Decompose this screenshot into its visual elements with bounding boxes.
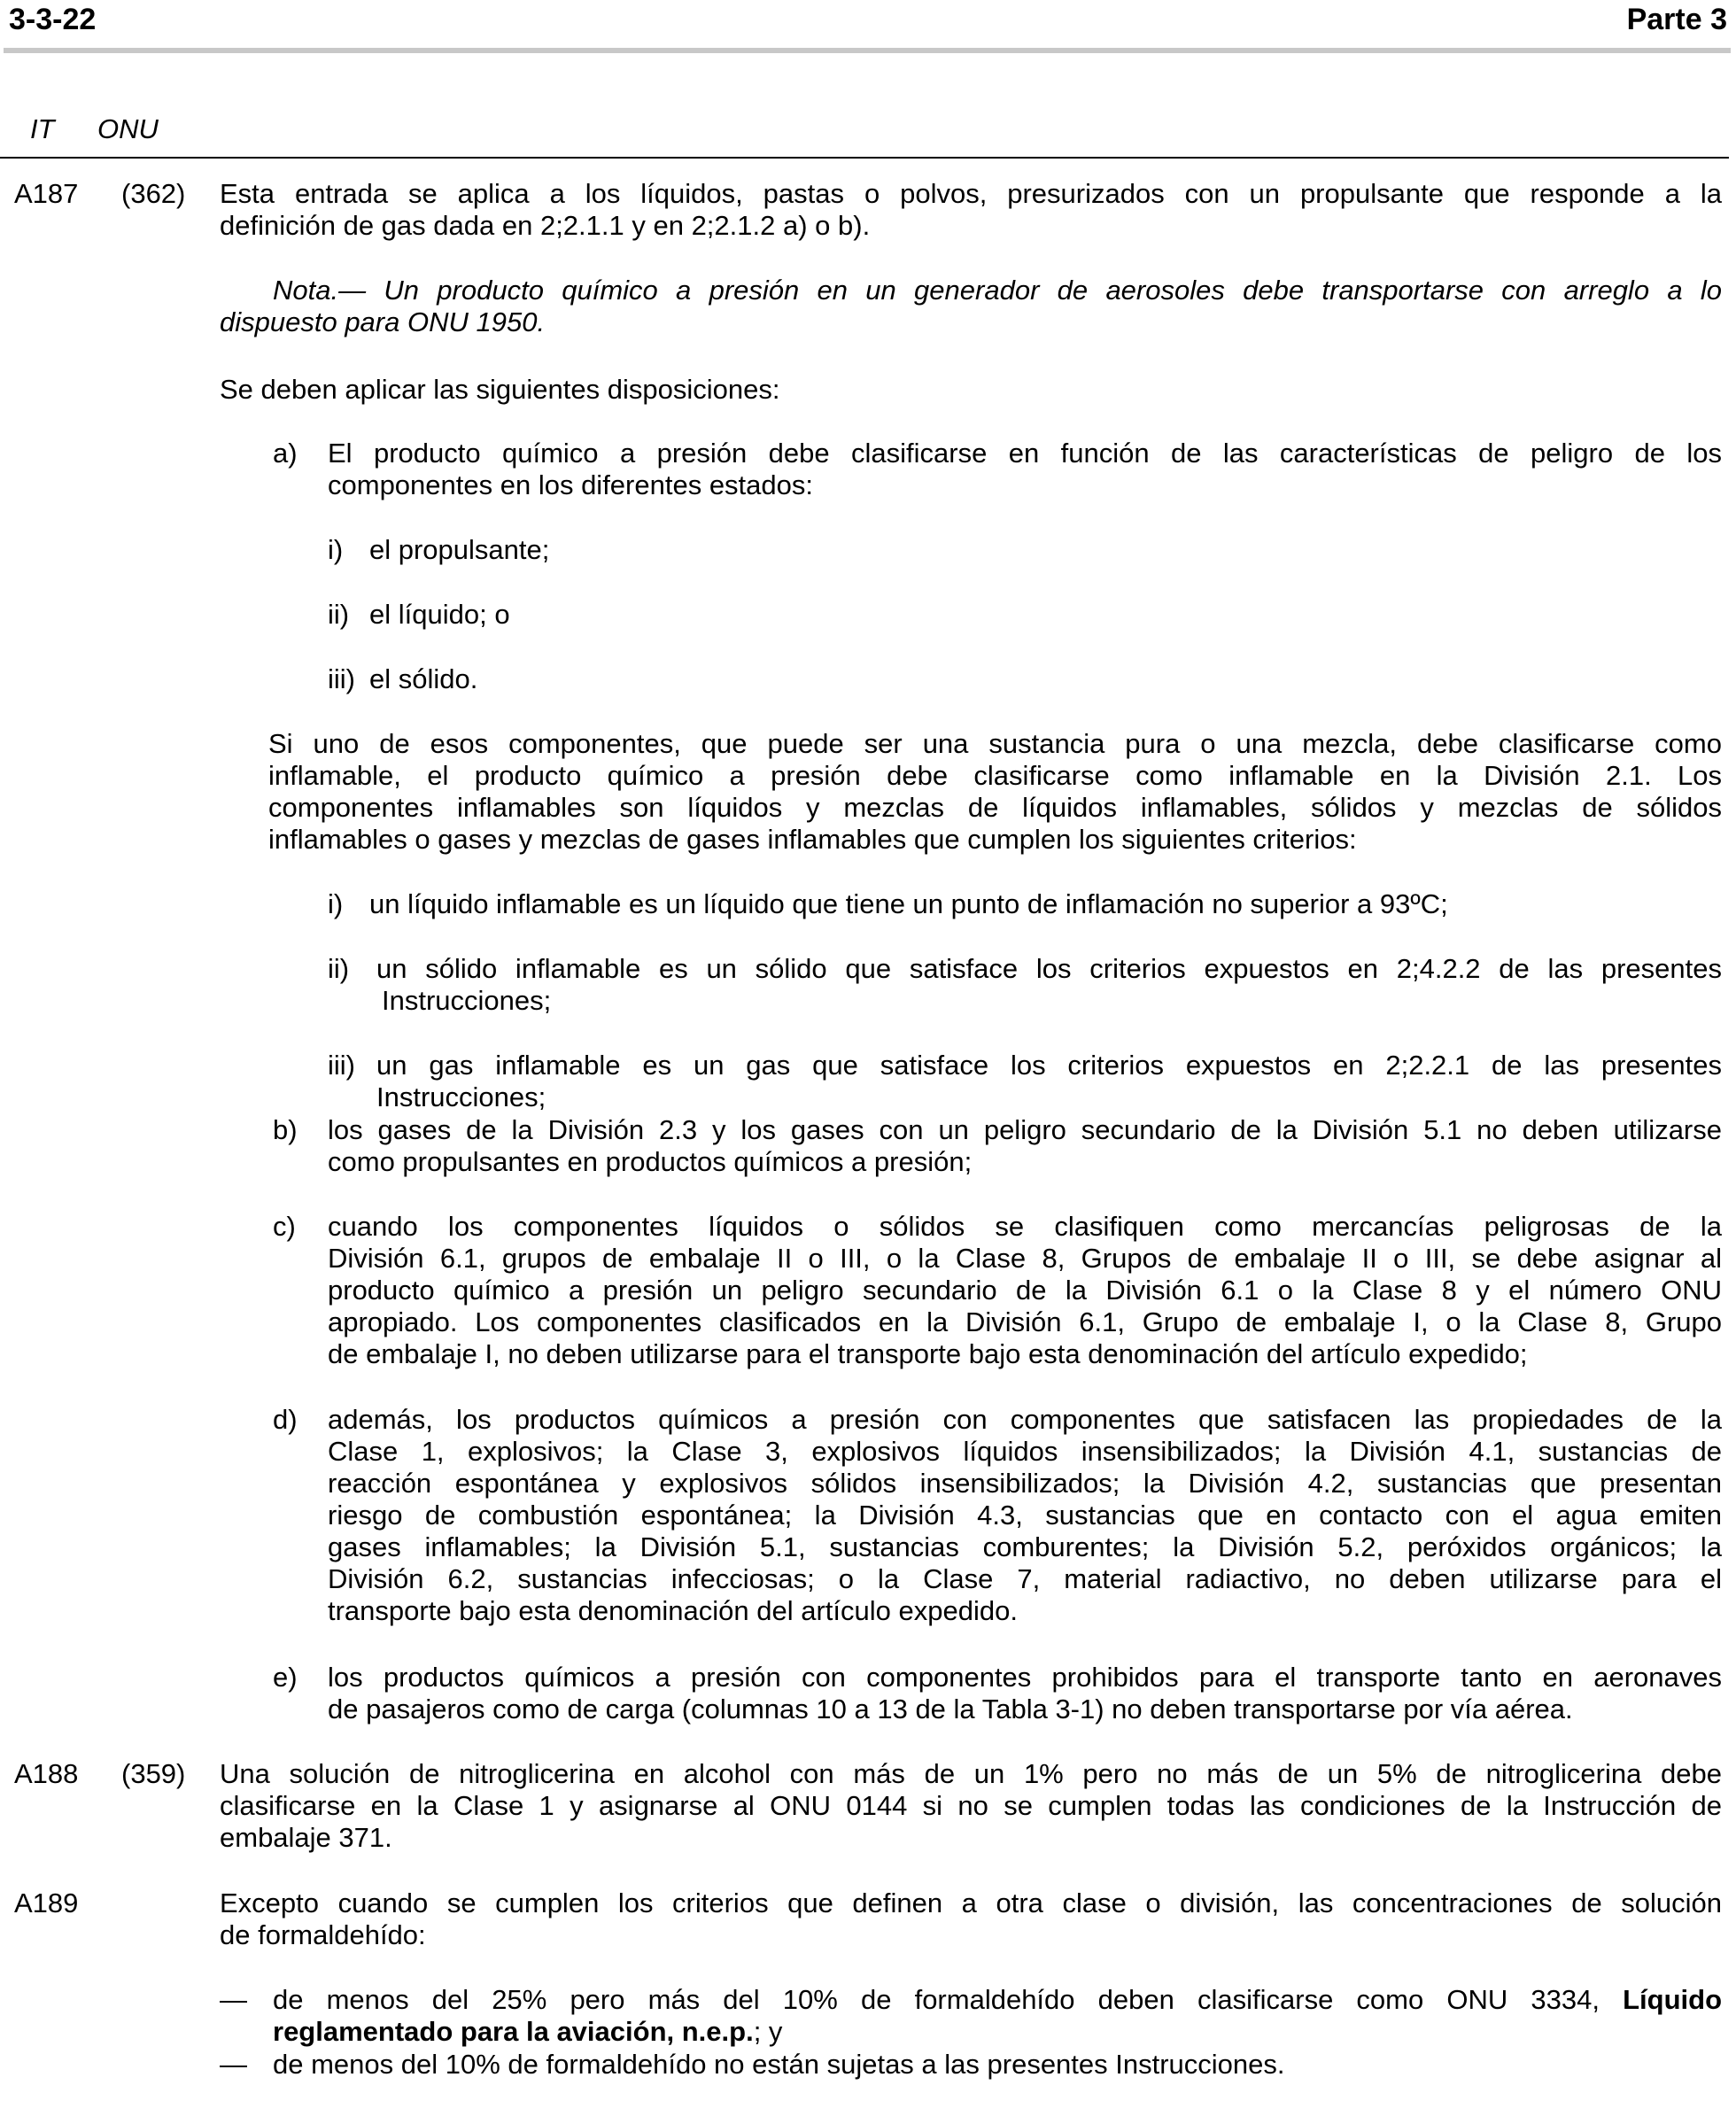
un-reference: (362) (121, 178, 186, 209)
flammability-paragraph (268, 728, 1722, 856)
un-reference: (359) (121, 1758, 186, 1789)
a189-line-1: Excepto cuando se cumplen los criterios que definen a otra clase o división, las concentraciones de solución (220, 1887, 1722, 1918)
state-iii-label: iii) (328, 663, 355, 694)
criterion-iii-text (376, 1050, 1722, 1113)
item-c-line-4: apropiado. Los componentes clasificados en la División 6.1, Grupo de embalaje I, o la Clase 8, Grupo (328, 1306, 1722, 1337)
item-b-label: b) (273, 1114, 298, 1145)
item-a-line-2: componentes en los diferentes estados: (328, 469, 814, 500)
a187-intro-line-1: Esta entrada se aplica a los líquidos, pastas o polvos, presurizados con un propulsante que responde a la (220, 178, 1722, 209)
provision-code: A188 (14, 1758, 79, 1789)
provision-code: A189 (14, 1887, 79, 1918)
a189-item-2: de menos del 10% de formaldehído no están sujetas a las presentes Instrucciones. (273, 2049, 1285, 2080)
a189-item-1-line-1 (273, 1984, 1722, 2016)
item-c-line-3: producto químico a presión un peligro secundario de la División 6.1 o la Clase 8 y el número ONU (328, 1275, 1722, 1306)
criterion-ii-text (376, 953, 1722, 1017)
criterion-ii-line-2: Instrucciones; (382, 985, 552, 1016)
part-title: Parte 3 (1626, 3, 1727, 36)
a189-item-1 (273, 1984, 1722, 2048)
flam-line-3: componentes inflamables son líquidos y mezclas de líquidos inflamables, sólidos y mezclas de sólidos (268, 792, 1722, 823)
item-a-line-1: El producto químico a presión debe clasificarse en función de las características de peligro de los (328, 438, 1722, 469)
provision-code: A187 (14, 178, 79, 209)
criterion-iii-line-1: un gas inflamable es un gas que satisface los criterios expuestos en 2;2.2.1 de las presentes (376, 1050, 1722, 1081)
a189-item-1-bold: Líquido (1623, 1984, 1722, 2015)
criterion-ii-label: ii) (328, 953, 350, 984)
criterion-ii-line-1: un sólido inflamable es un sólido que satisface los criterios expuestos en 2;4.2.2 de las presentes (376, 953, 1722, 984)
a187-note-line-2: dispuesto para ONU 1950. (220, 306, 546, 337)
a189-line-2: de formaldehído: (220, 1919, 426, 1950)
dash-bullet: — (220, 2049, 247, 2080)
item-c-label: c) (273, 1211, 296, 1242)
a187-intro-line-2: definición de gas dada en 2;2.1.1 y en 2;2.1.2 a) o b). (220, 210, 871, 241)
item-c-line-2: División 6.1, grupos de embalaje II o III, o la Clase 8, Grupos de embalaje II o III, se debe asignar al (328, 1243, 1722, 1274)
a189-item-1-bold-cont: reglamentado para la aviación, n.e.p. (273, 2016, 754, 2047)
flam-line-2: inflamable, el producto químico a presión debe clasificarse como inflamable en la División 2.1. Los (268, 760, 1722, 791)
note-text: — Un producto químico a presión en un generador de aerosoles debe transportarse con arreglo a lo (338, 275, 1722, 306)
note-label: Nota. (273, 275, 339, 306)
flam-line-1: Si uno de esos componentes, que puede ser una sustancia pura o una mezcla, debe clasificarse como (268, 728, 1722, 759)
item-c-line-1: cuando los componentes líquidos o sólidos se clasifiquen como mercancías peligrosas de la (328, 1211, 1722, 1242)
item-e-line-2: de pasajeros como de carga (columnas 10 a 13 de la Tabla 3-1) no deben transportarse por vía aérea. (328, 1694, 1573, 1725)
state-iii-text: el sólido. (369, 663, 478, 694)
item-c-line-5: de embalaje I, no deben utilizarse para el transporte bajo esta denominación del artículo expedido; (328, 1338, 1528, 1369)
a188-line-2: clasificarse en la Clase 1 y asignarse al ONU 0144 si no se cumplen todas las condiciones de la Instrucción de (220, 1790, 1722, 1821)
item-a-label: a) (273, 438, 298, 469)
item-d-line-2: Clase 1, explosivos; la Clase 3, explosivos líquidos insensibilizados; la División 4.1, sustancias de (328, 1436, 1722, 1467)
item-d-line-6: División 6.2, sustancias infecciosas; o la Clase 7, material radiactivo, no deben utilizarse para el (328, 1563, 1722, 1594)
item-d-line-1: además, los productos químicos a presión con componentes que satisfacen las propiedades de la (328, 1404, 1722, 1435)
a188-line-3: embalaje 371. (220, 1822, 392, 1853)
state-ii-text: el líquido; o (369, 599, 510, 630)
a187-note-line-1 (220, 275, 1722, 306)
a189-item-1-text: de menos del 25% pero más del 10% de formaldehído deben clasificarse como ONU 3334, (273, 1984, 1600, 2015)
a189-text (220, 1887, 1722, 1951)
column-header-rule (0, 157, 1729, 159)
item-d-line-3: reacción espontánea y explosivos sólidos insensibilizados; la División 4.2, sustancias que presentan (328, 1468, 1722, 1499)
a187-note (220, 275, 1722, 338)
item-d-line-4: riesgo de combustión espontánea; la División 4.3, sustancias que en contacto con el agua emiten (328, 1500, 1722, 1531)
page-number: 3-3-22 (9, 3, 97, 36)
item-c-text (328, 1211, 1722, 1370)
flam-line-4: inflamables o gases y mezclas de gases inflamables que cumplen los siguientes criterios: (268, 824, 1357, 855)
state-ii-label: ii) (328, 599, 350, 630)
criterion-i-text: un líquido inflamable es un líquido que tiene un punto de inflamación no superior a 93ºC; (369, 888, 1448, 919)
item-a-text (328, 438, 1722, 501)
item-d-text (328, 1404, 1722, 1627)
a189-item-1-line-2 (273, 2016, 1722, 2048)
state-i-text: el propulsante; (369, 534, 550, 565)
a188-line-1: Una solución de nitroglicerina en alcohol con más de un 1% pero no más de un 5% de nitroglicerina debe (220, 1758, 1722, 1789)
state-i-label: i) (328, 534, 344, 565)
a188-text (220, 1758, 1722, 1854)
item-e-label: e) (273, 1662, 298, 1693)
column-header-it: IT (30, 113, 55, 144)
item-d-line-5: gases inflamables; la División 5.1, sustancias comburentes; la División 5.2, peróxidos orgánicos; la (328, 1531, 1722, 1562)
criterion-iii-line-2: Instrucciones; (376, 1081, 546, 1112)
item-d-label: d) (273, 1404, 298, 1435)
a187-intro (220, 178, 1722, 242)
header-rule (4, 48, 1731, 53)
column-header-onu: ONU (97, 113, 159, 144)
item-b-line-1: los gases de la División 2.3 y los gases con un peligro secundario de la División 5.1 no deben utilizarse (328, 1114, 1722, 1145)
a187-apply: Se deben aplicar las siguientes disposiciones: (220, 374, 780, 405)
item-e-line-1: los productos químicos a presión con componentes prohibidos para el transporte tanto en aeronaves (328, 1662, 1722, 1693)
item-b-line-2: como propulsantes en productos químicos a presión; (328, 1146, 973, 1177)
item-e-text (328, 1662, 1722, 1725)
criterion-i-label: i) (328, 888, 344, 919)
a189-item-1-tail: ; y (753, 2016, 783, 2047)
dash-bullet: — (220, 1984, 247, 2015)
criterion-iii-label: iii) (328, 1050, 355, 1081)
item-b-text (328, 1114, 1722, 1178)
item-d-line-7: transporte bajo esta denominación del artículo expedido. (328, 1595, 1018, 1626)
